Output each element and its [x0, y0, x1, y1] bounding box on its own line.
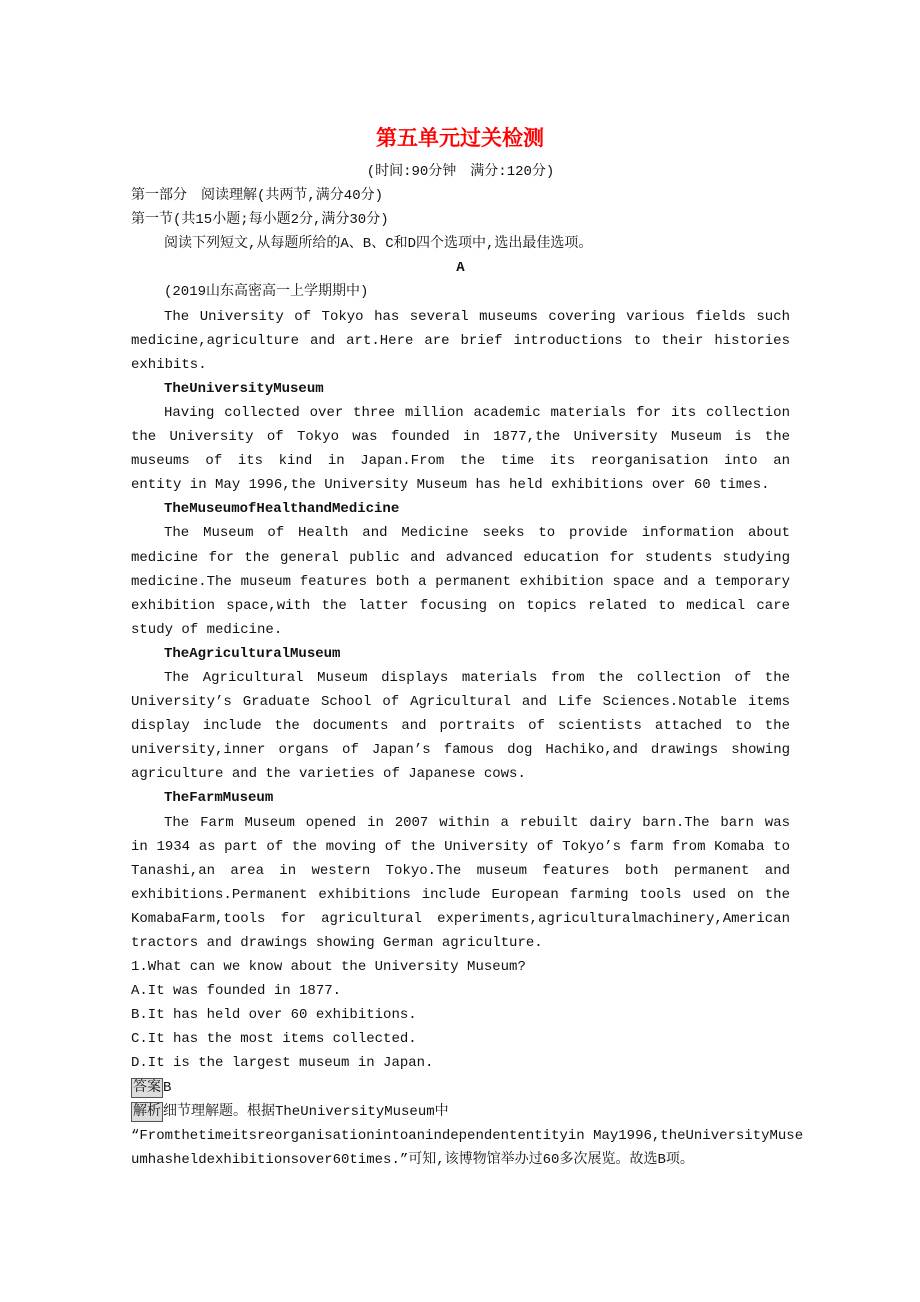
- answer-value: B: [163, 1079, 172, 1096]
- section-heading: 第一节(共15小题;每小题2分,满分30分): [131, 212, 389, 229]
- paragraph-line: exhibitions.Permanent exhibitions include European farming tools used on the: [131, 886, 790, 903]
- intro-line: exhibits.: [131, 356, 207, 373]
- answer-tag: 答案: [133, 1079, 161, 1096]
- analysis-text: 细节理解题。根据TheUniversityMuseum中: [163, 1103, 449, 1120]
- question-option: D.It is the largest museum in Japan.: [131, 1055, 434, 1072]
- analysis-line: [131, 1100, 790, 1124]
- museum-heading: TheUniversityMuseum: [164, 380, 324, 397]
- document-title: 第五单元过关检测: [376, 125, 544, 150]
- paragraph-line: KomabaFarm,tools for agricultural experiments,agriculturalmachinery,American: [131, 910, 790, 927]
- paragraph-line: medicine for the general public and advanced education for students studying: [131, 549, 790, 566]
- passage-source: (2019山东高密高一上学期期中): [164, 284, 369, 301]
- paragraph-line: The Museum of Health and Medicine seeks to provide information about: [164, 525, 790, 542]
- paragraph-line: study of medicine.: [131, 621, 283, 638]
- paragraph-line: The Agricultural Museum displays materials from the collection of the: [164, 669, 790, 686]
- analysis-text: “Fromthetimeitsreorganisationintoanindependententityin May1996,theUniversityMuse: [131, 1127, 804, 1144]
- instruction: 阅读下列短文,从每题所给的A、B、C和D四个选项中,选出最佳选项。: [164, 236, 593, 253]
- paragraph-line: the University of Tokyo was founded in 1877,the University Museum is the: [131, 429, 790, 446]
- paragraph-line: University’s Graduate School of Agricultural and Life Sciences.Notable items: [131, 694, 790, 711]
- paragraph-line: in 1934 as part of the moving of the University of Tokyo’s farm from Komaba to: [131, 838, 790, 855]
- paragraph-line: medicine.The museum features both a permanent exhibition space and a temporary: [131, 573, 790, 590]
- analysis-tag: 解析: [133, 1103, 161, 1120]
- answer-line: [131, 1076, 790, 1100]
- exam-meta: (时间:90分钟 满分:120分): [366, 164, 555, 180]
- paragraph-line: museums of its kind in Japan.From the time its reorganisation into an: [131, 453, 790, 470]
- intro-line: medicine,agriculture and art.Here are brief introductions to their histories: [131, 332, 790, 349]
- document-body: [131, 160, 804, 1172]
- museum-heading: TheFarmMuseum: [164, 790, 274, 807]
- analysis-text: umhasheldexhibitionsover60times.”可知,该博物馆举办过60多次展览。故选B项。: [131, 1151, 694, 1168]
- question-option: B.It has held over 60 exhibitions.: [131, 1007, 417, 1024]
- museum-heading: TheMuseumofHealthandMedicine: [164, 501, 400, 518]
- intro-line: The University of Tokyo has several museums covering various fields such: [164, 308, 790, 325]
- paragraph-line: tractors and drawings showing German agriculture.: [131, 935, 543, 951]
- paragraph-line: display include the documents and portraits of scientists attached to the: [131, 718, 790, 735]
- paragraph-line: exhibition space,with the latter focusing on topics related to medical care: [131, 597, 790, 614]
- passage-label: A: [456, 260, 465, 277]
- museum-heading: TheAgriculturalMuseum: [164, 645, 341, 662]
- paragraph-line: The Farm Museum opened in 2007 within a rebuilt dairy barn.The barn was: [164, 814, 790, 831]
- paragraph-line: agriculture and the varieties of Japanese cows.: [131, 766, 526, 783]
- paragraph-line: entity in May 1996,the University Museum has held exhibitions over 60 times.: [131, 477, 770, 494]
- part-heading: 第一部分 阅读理解(共两节,满分40分): [131, 188, 384, 205]
- question-option: A.It was founded in 1877.: [131, 983, 342, 1000]
- paragraph-line: Tanashi,an area in western Tokyo.The museum features both permanent and: [131, 862, 790, 879]
- paragraph-line: university,inner organs of Japan’s famous dog Hachiko,and drawings showing: [131, 742, 790, 759]
- paragraph-line: Having collected over three million academic materials for its collection: [164, 404, 790, 421]
- question-stem: 1.What can we know about the University Museum?: [131, 959, 526, 976]
- question-option: C.It has the most items collected.: [131, 1031, 417, 1048]
